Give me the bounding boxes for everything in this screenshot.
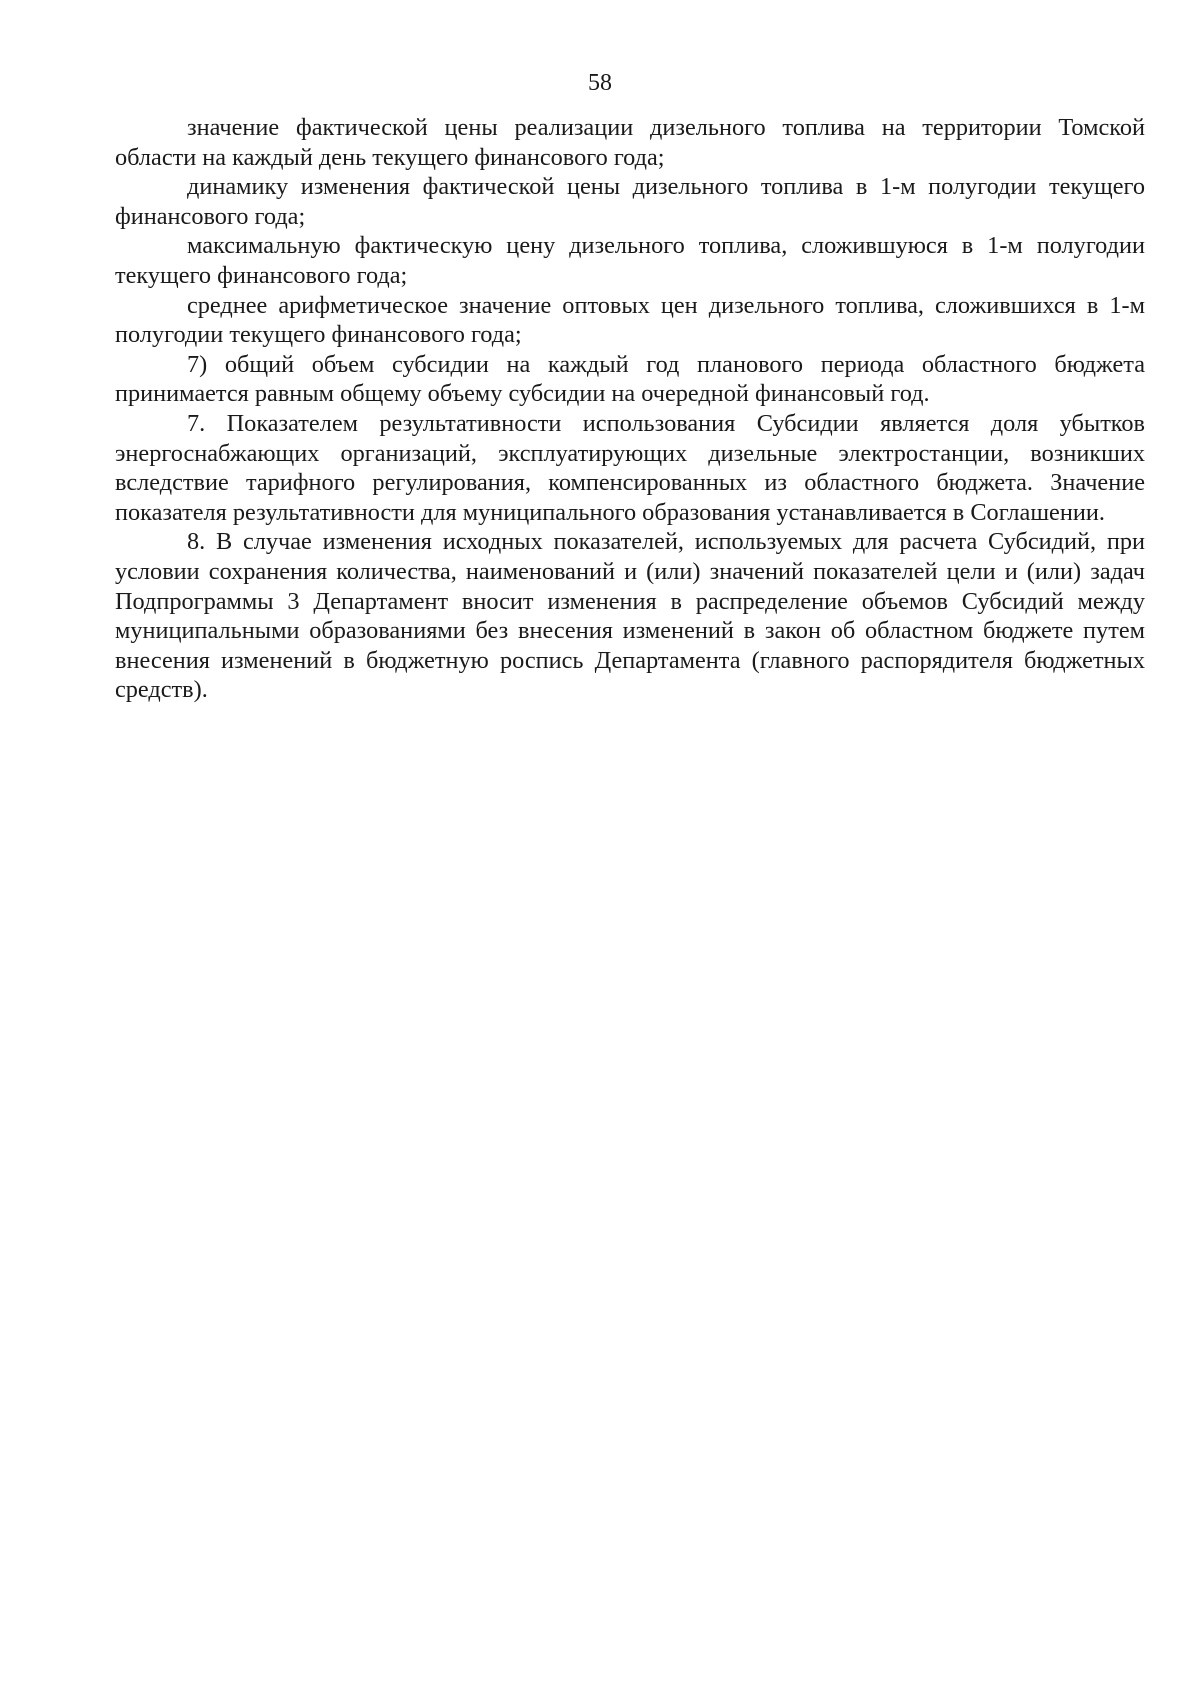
- page-number: 58: [588, 70, 612, 96]
- paragraph-price-dynamics: динамику изменения фактической цены дизельного топлива в 1-м полугодии текущего финансового года;: [115, 173, 1145, 230]
- paragraph-max-price: максимальную фактическую цену дизельного топлива, сложившуюся в 1-м полугодии текущего финансового года;: [115, 232, 1145, 289]
- paragraph-section-8-changes: 8. В случае изменения исходных показателей, используемых для расчета Субсидий, при условии сохранения количества, наименований и (или) значений показателей цели и (или) задач Подпрограммы 3 Департамент вносит изменения в распределение объемов Субсидий между муниципальными образованиями без внесения изменений в закон об областном бюджете путем внесения изменений в бюджетную роспись Департамента (главного распорядителя бюджетных средств).: [115, 528, 1145, 704]
- paragraph-section-7-performance-indicator: 7. Показателем результативности использования Субсидии является доля убытков энергоснабжающих организаций, эксплуатирующих дизельные электростанции, возникших вследствие тарифного регулирования, компенсированных из областного бюджета. Значение показателя результативности для муниципального образования устанавливается в Соглашении.: [115, 409, 1145, 526]
- paragraph-average-wholesale-price: среднее арифметическое значение оптовых цен дизельного топлива, сложившихся в 1-м полугодии текущего финансового года;: [115, 291, 1145, 349]
- paragraph-item-7-subsidy-volume: 7) общий объем субсидии на каждый год планового периода областного бюджета принимается равным общему объему субсидии на очередной финансовый год.: [115, 350, 1145, 408]
- paragraph-price-value: значение фактической цены реализации дизельного топлива на территории Томской области на каждый день текущего финансового года;: [115, 114, 1145, 171]
- document-body: [115, 113, 1145, 705]
